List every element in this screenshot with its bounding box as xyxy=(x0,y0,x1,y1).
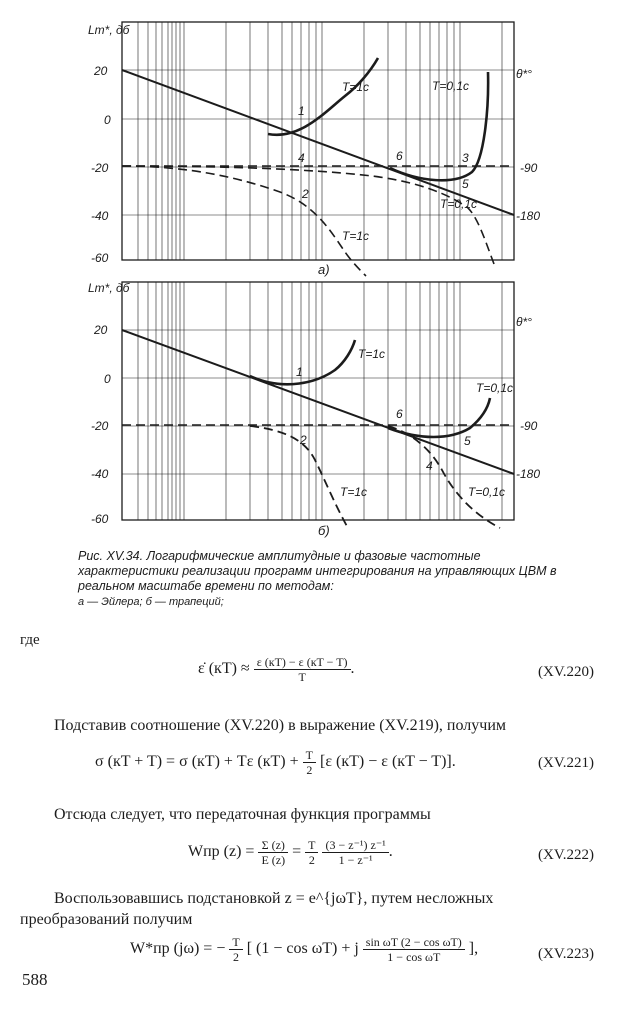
eq222-f2-den: 2 xyxy=(308,853,315,867)
panel-a-ytick-0: 0 xyxy=(104,113,111,127)
figure-caption-sub: а — Эйлера; б — трапеций; xyxy=(78,596,224,608)
eq223-number: (XV.223) xyxy=(538,946,594,962)
eq221-den: 2 xyxy=(306,763,313,777)
eq222-f3-num: (3 − z⁻¹) z⁻¹ xyxy=(322,838,388,853)
panel-b-annot-t1-bottom: T=1c xyxy=(340,485,368,499)
paragraph-3: Воспользовавшись подстановкой z = e^{jωT}, путем несложных преобразований получим xyxy=(20,890,494,928)
eq220-lhs: ε̇ (кT) ≈ xyxy=(198,660,250,678)
panel-a-ytick-20: 20 xyxy=(94,64,108,78)
panel-b-curve-label-4: 4 xyxy=(426,459,433,473)
eq223-tail: ], xyxy=(468,940,479,958)
paragraph-2: Отсюда следует, что передаточная функция программы xyxy=(54,806,431,823)
eq222-tail: . xyxy=(388,843,393,861)
panel-b-curve-2 xyxy=(250,426,348,528)
panel-b-ytick-20: 20 xyxy=(94,323,108,337)
equation-223 xyxy=(130,935,478,964)
panel-a-rtick-90: -90 xyxy=(520,161,538,175)
eq223-body: [ (1 − cos ωT) + j xyxy=(246,940,359,958)
eq220-den: T xyxy=(298,670,306,684)
panel-a-ytick-m60: -60 xyxy=(91,251,109,265)
panel-a-rtick-180: -180 xyxy=(516,209,541,223)
equation-220 xyxy=(198,655,355,684)
page-number: 588 xyxy=(22,970,48,989)
eq222-frac1 xyxy=(258,838,288,867)
panel-b-curve-4 xyxy=(388,426,500,528)
eq223-lhs: W*пр (jω) = − xyxy=(130,940,226,958)
panel-a-y-label: Lm*, дб xyxy=(88,23,130,37)
panel-b-ytick-m60: -60 xyxy=(91,512,109,526)
panel-b-ytick-m40: -40 xyxy=(91,467,109,481)
eq223-frac1 xyxy=(229,935,242,964)
panel-a-curve-label-4: 4 xyxy=(298,151,305,165)
panel-b-annot-t01-bottom: T=0,1c xyxy=(468,485,506,499)
panel-a-curve-label-2: 2 xyxy=(302,187,309,201)
eq221-fraction xyxy=(303,748,316,777)
eq223-f2-num: sin ωT (2 − cos ωT) xyxy=(363,935,465,950)
panel-b-curve-label-2: 2 xyxy=(300,433,307,447)
eq220-tail: . xyxy=(350,660,355,678)
panel-b-annot-t1-top: T=1c xyxy=(358,347,386,361)
panel-a-grid xyxy=(122,22,514,260)
panel-a-curve-1 xyxy=(268,58,378,135)
eq221-num: T xyxy=(303,748,316,763)
eq222-f2-num: T xyxy=(305,838,318,853)
panel-b-asymptote-6 xyxy=(122,330,514,474)
equation-221 xyxy=(95,748,456,777)
figure-caption: Рис. XV.34. Логарифмические амплитудные и фазовые частотные характеристики реализации программ интегрирования на управляющих ЦВМ в реальном масштабе времени по методам: xyxy=(78,549,557,593)
panel-a-curve-label-6: 6 xyxy=(396,149,403,163)
paragraph-1: Подставив соотношение (XV.220) в выражение (XV.219), получим xyxy=(54,717,506,734)
panel-a-ytick-m20: -20 xyxy=(91,161,109,175)
eq222-f1-den: E (z) xyxy=(261,853,286,867)
panel-a-right-label: θ*° xyxy=(516,67,532,81)
panel-a-annot-t01-top: T=0,1c xyxy=(432,79,470,93)
eq222-mid: = xyxy=(292,843,302,861)
eq220-number: (XV.220) xyxy=(538,664,594,680)
panel-a-annot-t01-bottom: T=0,1c xyxy=(440,197,478,211)
panel-a-label: а) xyxy=(318,262,330,277)
panel-b-curve-label-1: 1 xyxy=(296,365,303,379)
eq221-body: σ (кT + T) = σ (кT) + Tε (кT) + xyxy=(95,753,299,771)
eq222-frac2 xyxy=(305,838,318,867)
eq222-number: (XV.222) xyxy=(538,847,594,863)
panel-b-label: б) xyxy=(318,523,330,538)
panel-b-ytick-m20: -20 xyxy=(91,419,109,433)
eq221-number: (XV.221) xyxy=(538,755,594,771)
panel-b-ytick-0: 0 xyxy=(104,372,111,386)
eq222-f3-den: 1 − z⁻¹ xyxy=(338,853,373,867)
panel-b-rtick-180: -180 xyxy=(516,467,541,481)
eq220-num: ε (кT) − ε (кT − T) xyxy=(254,655,351,670)
panel-b-y-label: Lm*, дб xyxy=(88,281,130,295)
panel-a-annot-t1-bottom: T=1c xyxy=(342,229,370,243)
panel-b-curve-label-6: 6 xyxy=(396,407,403,421)
panel-a-annot-t1-top: T=1c xyxy=(342,80,370,94)
eq222-f1-num: Σ (z) xyxy=(258,838,288,853)
eq220-fraction xyxy=(254,655,351,684)
eq223-f1-num: T xyxy=(229,935,242,950)
panel-b-rtick-90: -90 xyxy=(520,419,538,433)
panel-b-curves xyxy=(122,330,514,528)
eq223-frac2 xyxy=(363,935,465,964)
eq222-frac3 xyxy=(322,838,388,867)
panel-a-ytick-m40: -40 xyxy=(91,209,109,223)
panel-a-curve-label-5: 5 xyxy=(462,177,469,191)
equation-222 xyxy=(188,838,393,867)
panel-a-curve-label-1: 1 xyxy=(298,104,305,118)
eq222-lhs: Wпр (z) = xyxy=(188,843,255,861)
eq221-tail: [ε (кT) − ε (кT − T)]. xyxy=(319,753,456,771)
text-gde: где xyxy=(20,632,40,648)
eq223-f1-den: 2 xyxy=(233,950,240,964)
panel-b-curve-label-5: 5 xyxy=(464,434,471,448)
panel-b-right-label: θ*° xyxy=(516,315,532,329)
panel-b-annot-t01-top: T=0,1c xyxy=(476,381,514,395)
panel-a-curve-label-3: 3 xyxy=(462,151,469,165)
eq223-f2-den: 1 − cos ωT xyxy=(387,950,441,964)
